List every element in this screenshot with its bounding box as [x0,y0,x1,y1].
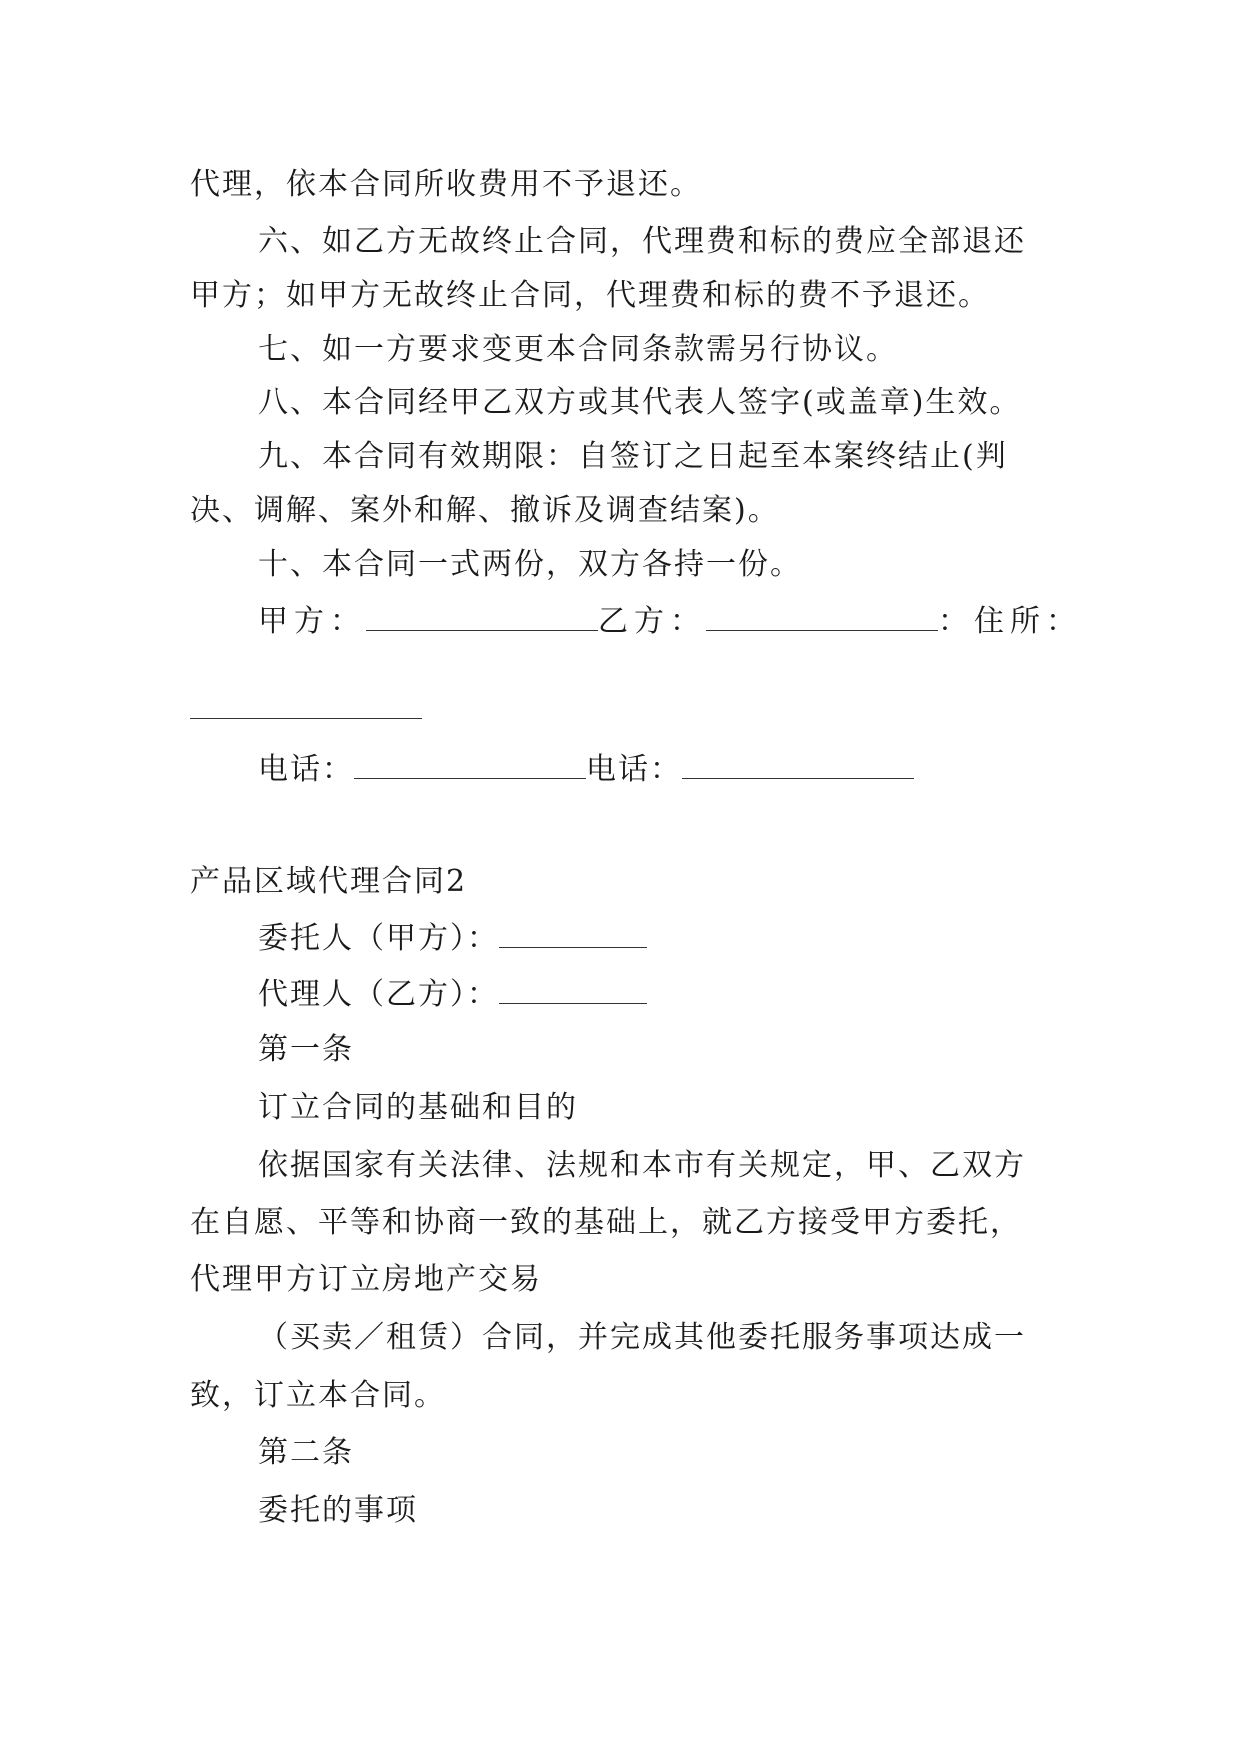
paragraph-line: 决、调解、案外和解、撤诉及调查结案)。 [190,493,780,528]
clause-nine: 九、本合同有效期限：自签订之日起至本案终结止(判 [258,439,1008,474]
agent-blank[interactable] [499,973,647,1004]
agent-row [258,973,647,1013]
phone-label-b: 电话： [586,752,682,787]
clause-ten: 十、本合同一式两份，双方各持一份。 [258,547,802,582]
phone-b-blank[interactable] [682,748,914,779]
address-blank[interactable] [190,718,422,719]
article-one-title: 订立合同的基础和目的 [258,1090,578,1125]
article-one-line: （买卖／租赁）合同，并完成其他委托服务事项达成一 [258,1320,1026,1355]
contract-title: 产品区域代理合同2 [190,864,468,899]
party-a-blank[interactable] [366,600,598,631]
phone-label-a: 电话： [258,752,354,787]
clause-six: 六、如乙方无故终止合同，代理费和标的费应全部退还 [258,224,1026,259]
article-one-line: 致，订立本合同。 [190,1378,446,1413]
article-one-line: 代理甲方订立房地产交易 [190,1262,542,1297]
agent-label: 代理人（乙方）： [258,977,499,1012]
article-one-line: 依据国家有关法律、法规和本市有关规定，甲、乙双方 [258,1148,1026,1183]
phone-a-blank[interactable] [354,748,586,779]
party-b-label: 乙方： [598,604,706,639]
signature-row [258,600,1082,640]
principal-blank[interactable] [499,917,647,948]
paragraph-line: 甲方；如甲方无故终止合同，代理费和标的费不予退还。 [190,278,990,313]
article-one-heading: 第一条 [258,1032,354,1067]
party-a-label: 甲方： [258,604,366,639]
party-b-blank[interactable] [706,600,938,631]
address-label: ：住所： [938,604,1082,639]
article-two-title: 委托的事项 [258,1493,418,1528]
paragraph-line: 代理，依本合同所收费用不予退还。 [190,167,702,202]
principal-row [258,917,647,957]
article-two-heading: 第二条 [258,1435,354,1470]
clause-eight: 八、本合同经甲乙双方或其代表人签字(或盖章)生效。 [258,385,1022,420]
principal-label: 委托人（甲方）： [258,921,499,956]
article-one-line: 在自愿、平等和协商一致的基础上，就乙方接受甲方委托， [190,1205,1022,1240]
clause-seven: 七、如一方要求变更本合同条款需另行协议。 [258,332,898,367]
phone-row [258,748,914,788]
